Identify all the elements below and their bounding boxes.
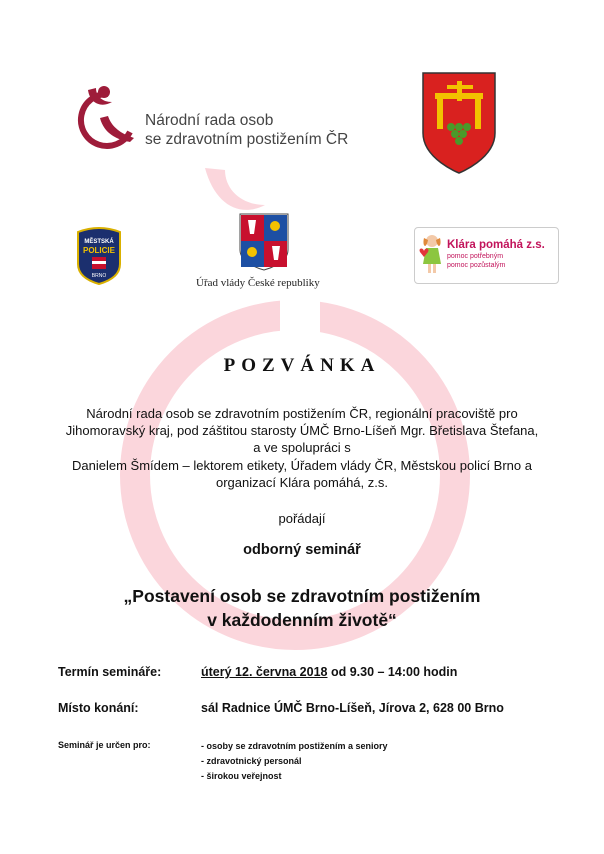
nrzp-logo-icon (74, 82, 138, 162)
nrzp-name-line2: se zdravotním postižením ČR (145, 131, 349, 148)
klara-sub-line1: pomoc potřebným (447, 253, 504, 260)
svg-text:MĚSTSKÁ: MĚSTSKÁ (84, 239, 114, 245)
term-label: Termín semináře: (58, 665, 162, 679)
audience-label: Seminář je určen pro: (58, 740, 151, 750)
svg-text:BRNO: BRNO (91, 273, 107, 279)
audience-item: - zdravotnický personál (201, 756, 302, 766)
audience-item: - širokou veřejnost (201, 771, 282, 781)
term-value (201, 665, 457, 679)
brno-lisen-crest-icon (421, 71, 497, 175)
city-police-badge-icon (75, 226, 123, 286)
intro-line: organizací Klára pomáhá, z.s. (216, 474, 388, 490)
place-value: sál Radnice ÚMČ Brno-Líšeň, Jírova 2, 628 00 Brno (201, 701, 504, 715)
term-date: úterý 12. června 2018 (201, 665, 328, 679)
audience-list (201, 739, 388, 784)
term-time: od 9.30 – 14:00 hodin (327, 665, 458, 679)
intro-line: Národní rada osob se zdravotním postižením ČR, regionální pracoviště pro (86, 406, 518, 421)
seminar-title-line1: „Postavení osob se zdravotním postižením (123, 586, 481, 606)
intro-paragraph (40, 405, 564, 491)
klara-girl-icon (418, 232, 446, 276)
seminar-type: odborný seminář (243, 542, 361, 558)
nrzp-name-line1: Národní rada osob (145, 112, 274, 129)
intro-line: Danielem Šmídem – lektorem etikety, Úřadem vlády ČR, Městskou policí Brno a (72, 457, 532, 473)
nrzp-name (145, 111, 348, 149)
audience-item: - osoby se zdravotním postižením a seniory (201, 741, 388, 751)
seminar-title-line2: v každodenním životě“ (207, 610, 397, 630)
organizers-verb: pořádají (278, 511, 326, 526)
czech-coat-of-arms-icon (238, 212, 290, 272)
klara-subtitle (447, 253, 505, 270)
klara-name: Klára pomáhá z.s. (447, 239, 545, 251)
klara-sub-line2: pomoc pozůstalým (447, 261, 506, 269)
gov-office-caption: Úřad vlády České republiky (196, 277, 320, 289)
place-label: Místo konání: (58, 701, 139, 715)
seminar-title (0, 584, 604, 632)
invitation-title: POZVÁNKA (223, 355, 381, 376)
intro-line: Jihomoravský kraj, pod záštitou starosty ÚMČ Brno-Líšeň Mgr. Břetislava Štefana, (65, 423, 539, 439)
intro-line: a ve spolupráci s (253, 440, 351, 456)
svg-text:POLICIE: POLICIE (82, 246, 116, 255)
